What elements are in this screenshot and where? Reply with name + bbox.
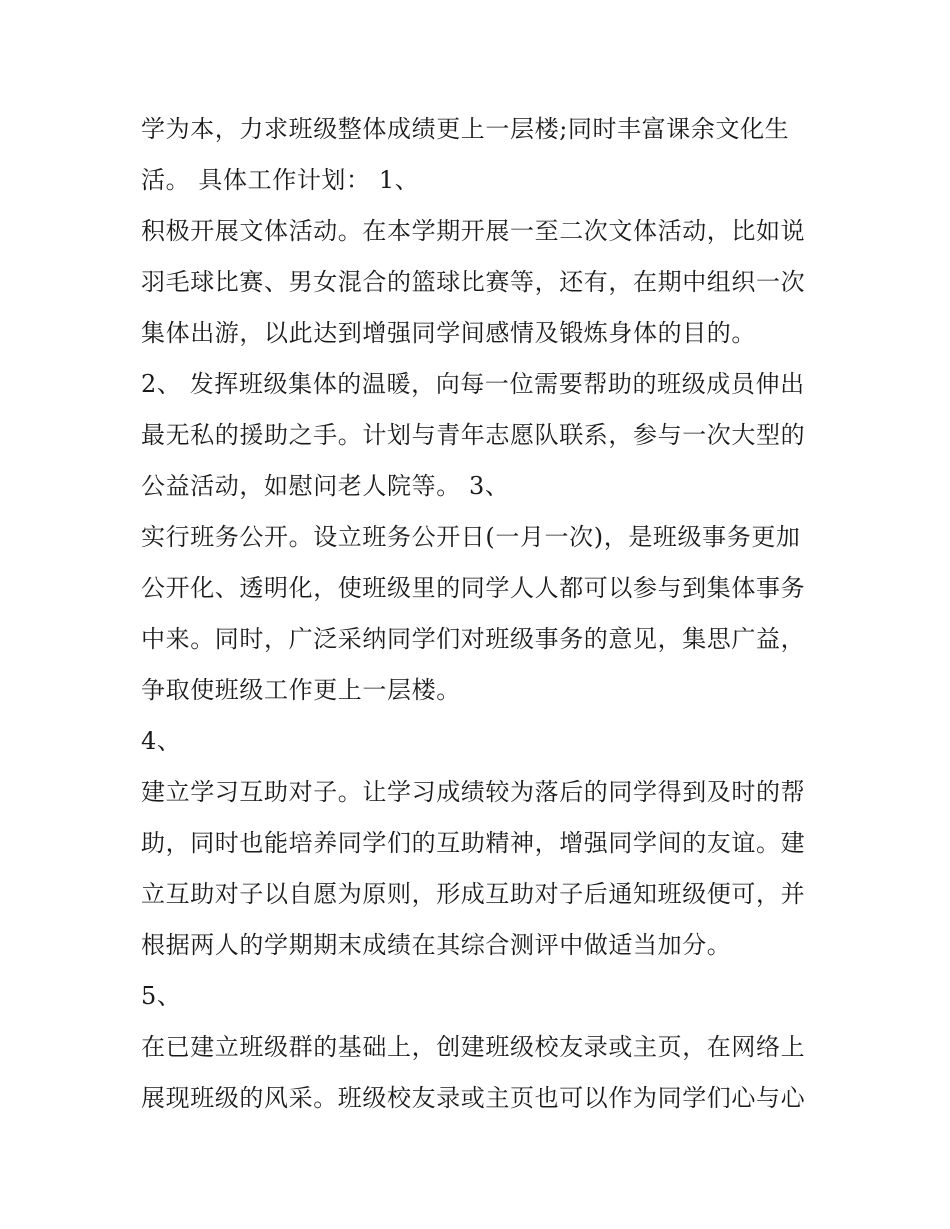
text-line: 中来。同时，广泛采纳同学们对班级事务的意见，集思广益，: [141, 625, 806, 653]
text-line: 助，同时也能培养同学们的互助精神，增强同学间的友谊。建: [141, 829, 806, 857]
text-line: 5、: [141, 982, 182, 1010]
text-line: 积极开展文体活动。在本学期开展一至二次文体活动，比如说: [141, 217, 806, 245]
text-line: 在已建立班级群的基础上，创建班级校友录或主页，在网络上: [141, 1033, 806, 1061]
text-line: 争取使班级工作更上一层楼。: [141, 676, 461, 704]
text-line: 建立学习互助对子。让学习成绩较为落后的同学得到及时的帮: [141, 778, 806, 806]
text-line: 4、: [141, 727, 182, 755]
text-line: 最无私的援助之手。计划与青年志愿队联系，参与一次大型的: [141, 421, 806, 449]
text-line: 羽毛球比赛、男女混合的篮球比赛等，还有，在期中组织一次: [141, 268, 806, 296]
text-line: 2、 发挥班级集体的温暖，向每一位需要帮助的班级成员伸出: [141, 370, 805, 398]
document-body: [141, 104, 821, 1124]
text-line: 公开化、透明化，使班级里的同学人人都可以参与到集体事务: [141, 574, 806, 602]
text-line: 根据两人的学期期末成绩在其综合测评中做适当加分。: [141, 931, 732, 959]
text-line: 活。 具体工作计划： 1、: [141, 166, 420, 194]
text-line: 学为本，力求班级整体成绩更上一层楼;同时丰富课余文化生: [141, 115, 790, 143]
text-line: 公益活动，如慰问老人院等。 3、: [141, 472, 510, 500]
text-line: 集体出游，以此达到增强同学间感情及锻炼身体的目的。: [141, 319, 756, 347]
text-line: 展现班级的风采。班级校友录或主页也可以作为同学们心与心: [141, 1084, 806, 1112]
text-line: 实行班务公开。设立班务公开日(一月一次)，是班级事务更加: [141, 523, 801, 551]
text-line: 立互助对子以自愿为原则，形成互助对子后通知班级便可，并: [141, 880, 806, 908]
